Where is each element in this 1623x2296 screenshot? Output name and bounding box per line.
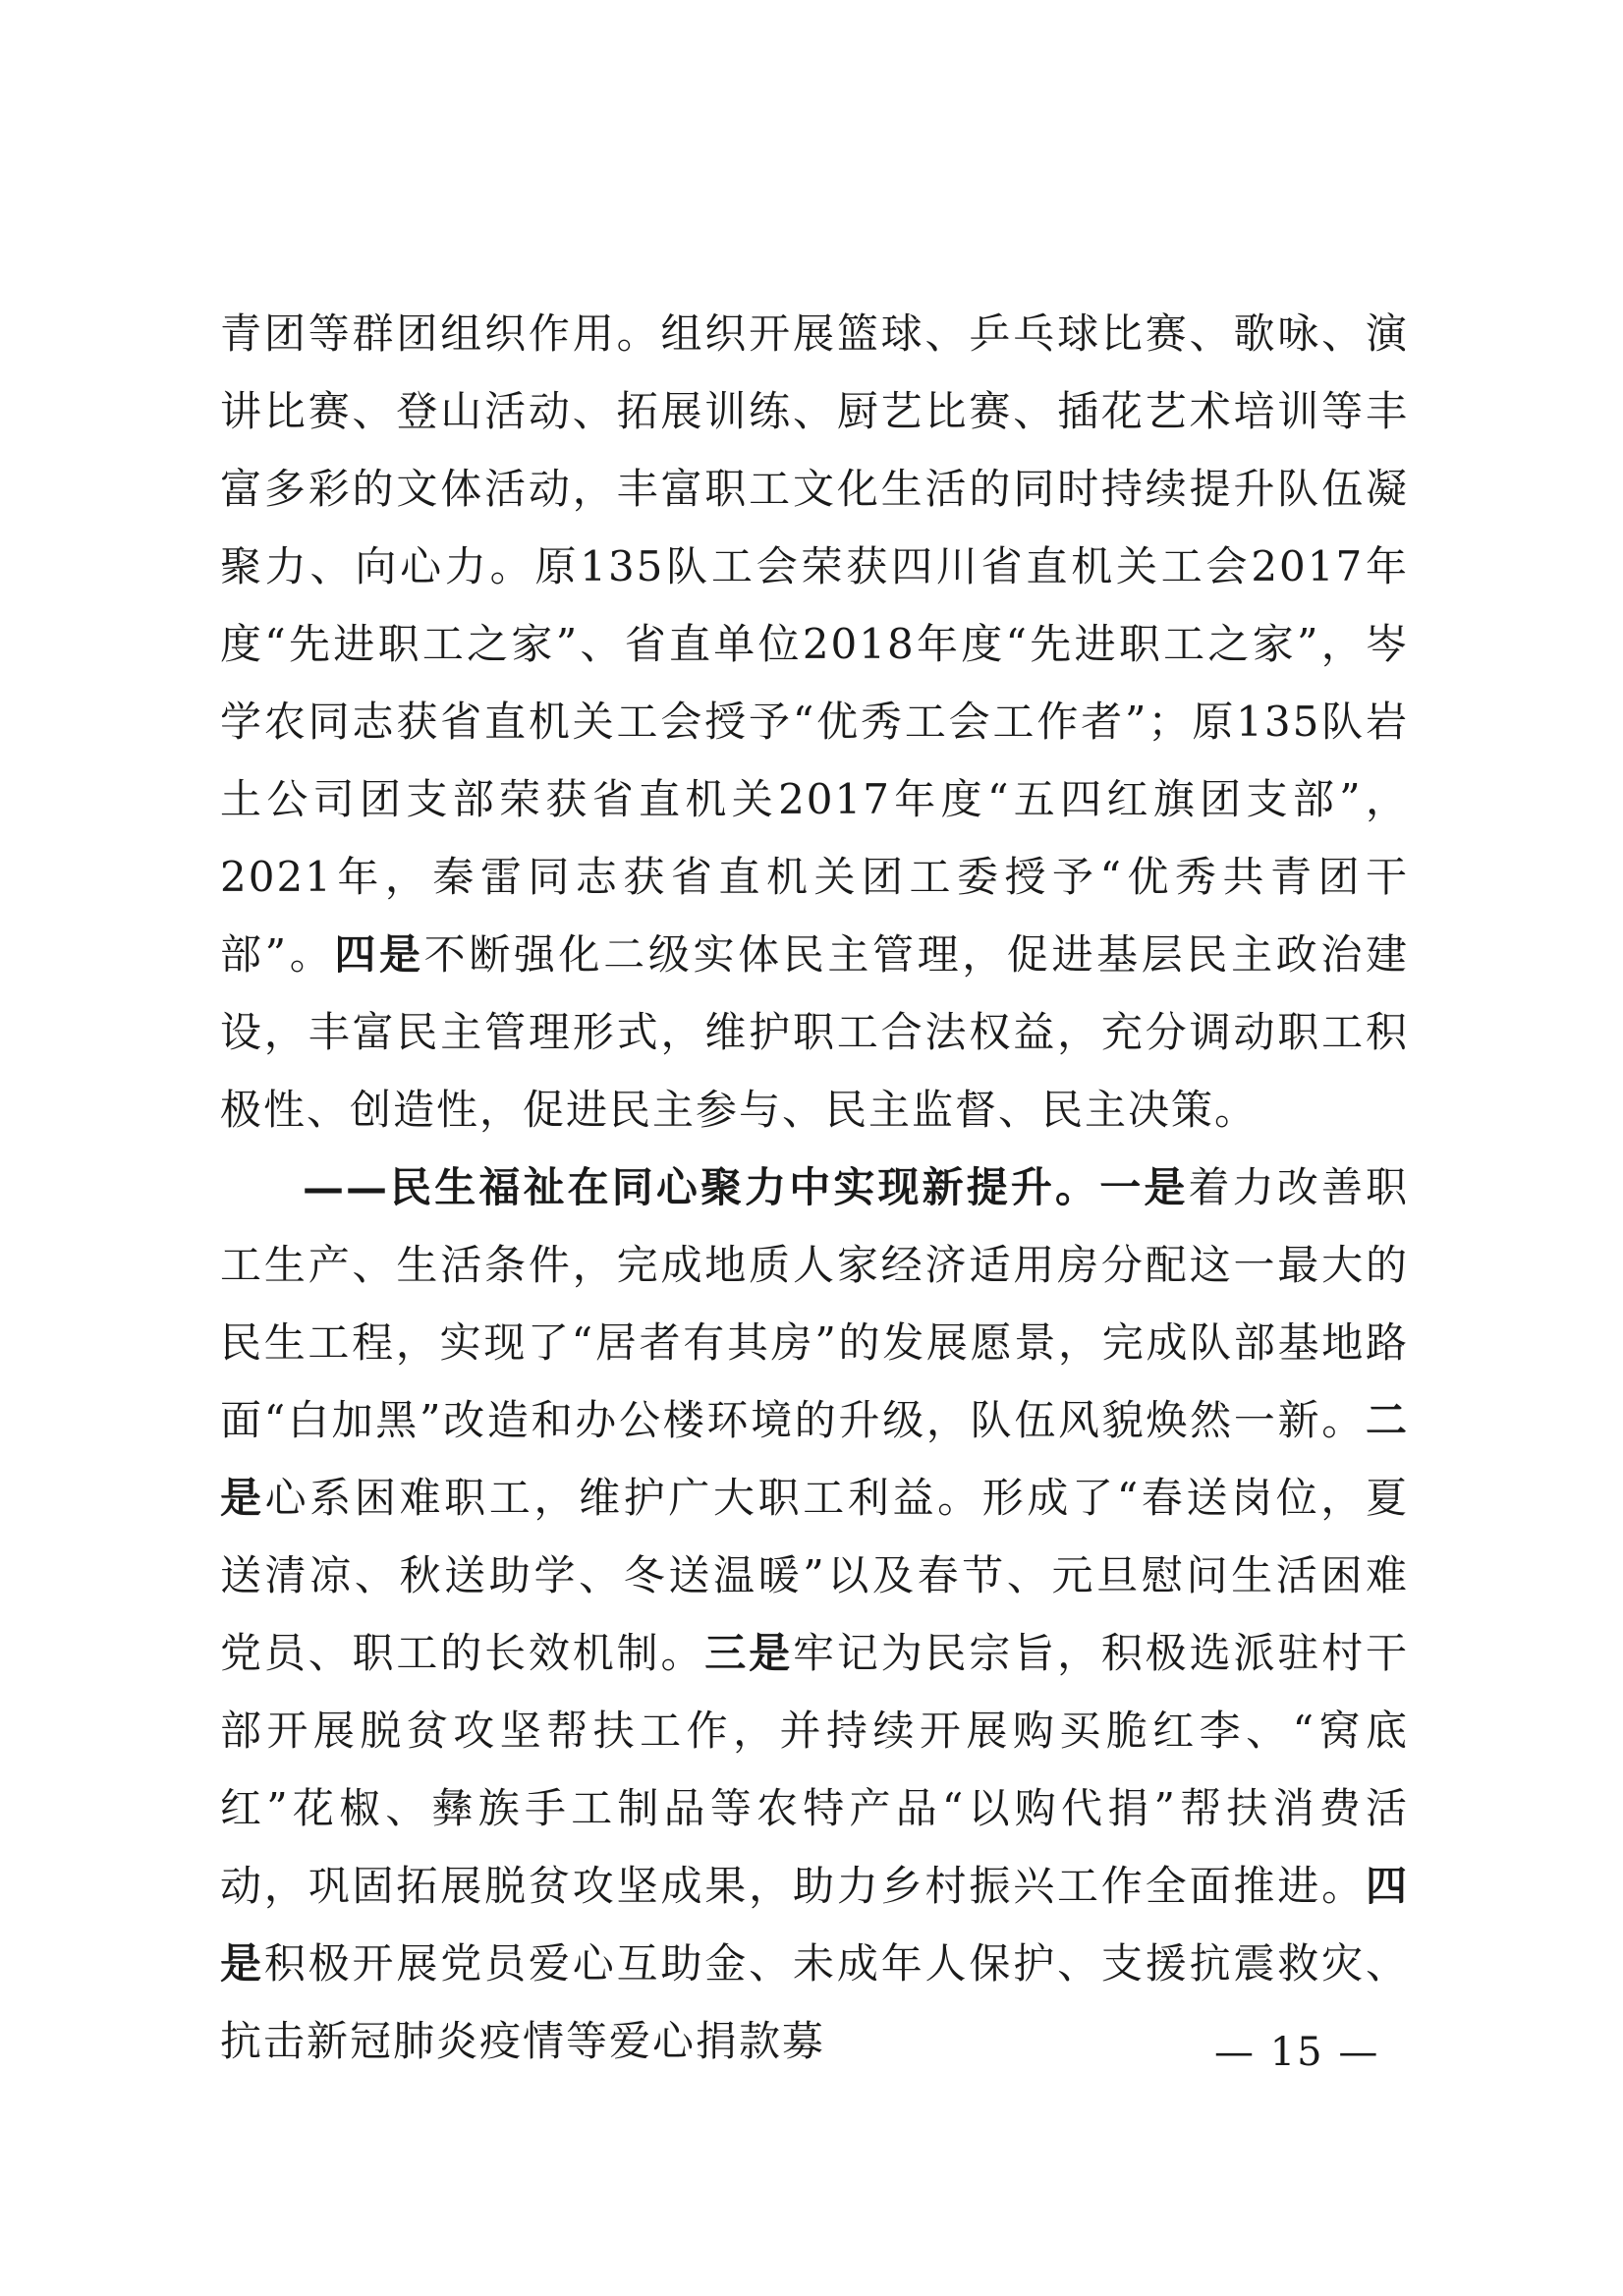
paragraph-text: 心系困难职工，维护广大职工利益。形成了“春送岗位，夏送清凉、秋送助学、冬送温暖”以及春节、元旦慰问生活困难党员、职工的长效机制。	[220, 1474, 1409, 1677]
body-text	[220, 295, 1409, 2080]
page-number: — 15 —	[1214, 2030, 1380, 2075]
bold-marker: 三是	[704, 1629, 793, 1677]
paragraph-text: 不断强化二级实体民主管理，促进基层民主政治建设，丰富民主管理形式，维护职工合法权益，充分调动职工积极性、创造性，促进民主参与、民主监督、民主决策。	[220, 930, 1409, 1134]
paragraph-text: 着力改善职工生产、生活条件，完成地质人家经济适用房分配这一最大的民生工程，实现了“居者有其房”的发展愿景，完成队部基地路面“白加黑”改造和办公楼环境的升级，队伍风貌焕然一新。	[220, 1163, 1409, 1444]
section-heading: ——民生福祉在同心聚力中实现新提升。	[303, 1163, 1100, 1211]
bold-marker: 四是	[334, 930, 424, 979]
paragraph-text: 青团等群团组织作用。组织开展篮球、乒乓球比赛、歌咏、演讲比赛、登山活动、拓展训练、厨艺比赛、插花艺术培训等丰富多彩的文体活动，丰富职工文化生活的同时持续提升队伍凝聚力、向心力。原135队工会荣获四川省直机关工会2017年度“先进职工之家”、省直单位2018年度“先进职工之家”，岑学农同志获省直机关工会授予“优秀工会工作者”；原135队岩土公司团支部荣获省直机关2017年度“五四红旗团支部”，2021年，秦雷同志获省直机关团工委授予“优秀共青团干部”。	[220, 309, 1409, 979]
paragraph-text: 积极开展党员爱心互助金、未成年人保护、支援抗震救灾、抗击新冠肺炎疫情等爱心捐款募	[220, 1939, 1409, 2065]
paragraph-union-activities	[220, 295, 1409, 1148]
bold-marker: 四是	[220, 1862, 1409, 1988]
bold-marker: 二是	[220, 1396, 1409, 1522]
paragraph-text: 牢记为民宗旨，积极选派驻村干部开展脱贫攻坚帮扶工作，并持续开展购买脆红李、“窝底红”花椒、彝族手工制品等农特产品“以购代捐”帮扶消费活动，巩固拓展脱贫攻坚成果，助力乡村振兴工作全面推进。	[220, 1629, 1409, 1910]
paragraph-livelihood	[220, 1148, 1409, 2080]
bold-marker: 一是	[1099, 1163, 1189, 1211]
